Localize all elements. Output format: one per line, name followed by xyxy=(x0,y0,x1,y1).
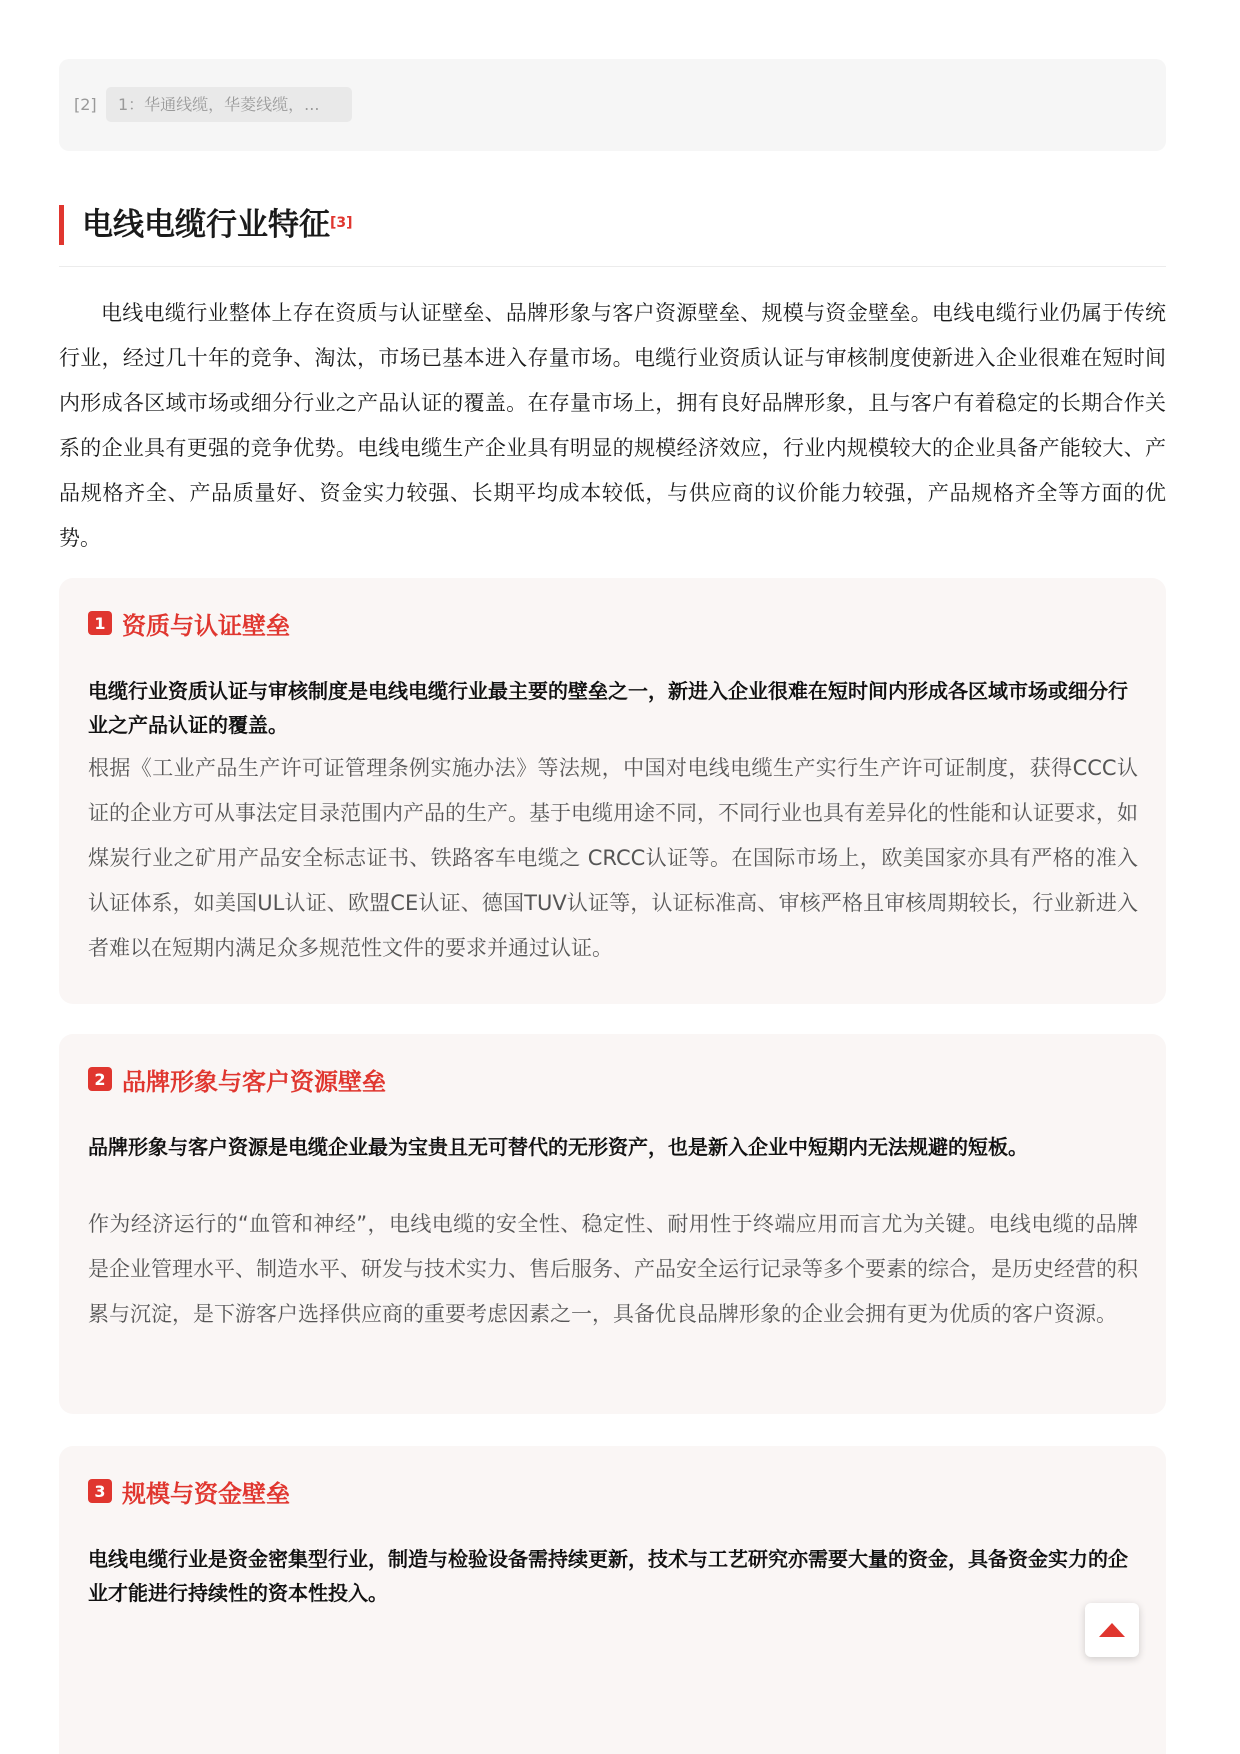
feature-card-1 xyxy=(59,578,1166,1004)
card-title: 品牌形象与客户资源壁垒 xyxy=(122,1067,386,1096)
section-intro: 电线电缆行业整体上存在资质与认证壁垒、品牌形象与客户资源壁垒、规模与资金壁垒。电线电缆行业仍属于传统行业，经过几十年的竞争、淘汰，市场已基本进入存量市场。电缆行业资质认证与审核制度使新进入企业很难在短时间内形成各区域市场或细分行业之产品认证的覆盖。在存量市场上，拥有良好品牌形象，且与客户有着稳定的长期合作关系的企业具有更强的竞争优势。电线电缆生产企业具有明显的规模经济效应，行业内规模较大的企业具备产能较大、产品规格齐全、产品质量好、资金实力较强、长期平均成本较低，与供应商的议价能力较强，产品规格齐全等方面的优势。 xyxy=(59,301,1166,550)
number-badge: 3 xyxy=(88,1479,112,1503)
number-badge: 2 xyxy=(88,1067,112,1091)
citation-link[interactable]: [3] xyxy=(330,215,353,231)
card-body: 根据《工业产品生产许可证管理条例实施办法》等法规，中国对电线电缆生产实行生产许可证制度，获得CCC认证的企业方可从事法定目录范围内产品的生产。基于电缆用途不同，不同行业也具有差异化的性能和认证要求，如煤炭行业之矿用产品安全标志证书、铁路客车电缆之 CRCC认证等。在国际市场上，欧美国家亦具有严格的准入认证体系，如美国UL认证、欧盟CE认证、德国TUV认证等，认证标准高、审核严格且审核周期较长，行业新进入者难以在短期内满足众多规范性文件的要求并通过认证。 xyxy=(88,756,1138,960)
card-lead: 电线电缆行业是资金密集型行业，制造与检验设备需持续更新，技术与工艺研究亦需要大量的资金，具备资金实力的企业才能进行持续性的资本性投入。 xyxy=(88,1547,1128,1605)
feature-card-3 xyxy=(59,1446,1166,1754)
card-lead: 电缆行业资质认证与审核制度是电线电缆行业最主要的壁垒之一，新进入企业很难在短时间内形成各区域市场或细分行业之产品认证的覆盖。 xyxy=(88,679,1128,737)
reference-box xyxy=(59,59,1166,151)
card-header xyxy=(88,1476,290,1506)
card-header xyxy=(88,1064,386,1094)
card-body: 作为经济运行的“血管和神经”，电线电缆的安全性、稳定性、耐用性于终端应用而言尤为关键。电线电缆的品牌是企业管理水平、制造水平、研发与技术实力、售后服务、产品安全运行记录等多个要素的综合，是历史经营的积累与沉淀，是下游客户选择供应商的重要考虑因素之一，具备优良品牌形象的企业会拥有更为优质的客户资源。 xyxy=(88,1212,1138,1326)
reference-index: [2] xyxy=(74,95,97,114)
card-lead: 品牌形象与客户资源是电缆企业最为宝贵且无可替代的无形资产，也是新入企业中短期内无法规避的短板。 xyxy=(88,1135,1028,1159)
back-to-top-button[interactable] xyxy=(1085,1603,1139,1657)
divider xyxy=(59,266,1166,267)
number-badge: 1 xyxy=(88,611,112,635)
card-title: 规模与资金壁垒 xyxy=(122,1479,290,1508)
card-header xyxy=(88,608,290,638)
feature-card-2 xyxy=(59,1034,1166,1414)
reference-chip[interactable]: 1：华通线缆，华菱线缆，... xyxy=(106,87,352,122)
section-title xyxy=(59,205,353,245)
section-title-text: 电线电缆行业特征 xyxy=(82,207,330,243)
arrow-up-icon xyxy=(1099,1623,1125,1637)
card-title: 资质与认证壁垒 xyxy=(122,611,290,640)
